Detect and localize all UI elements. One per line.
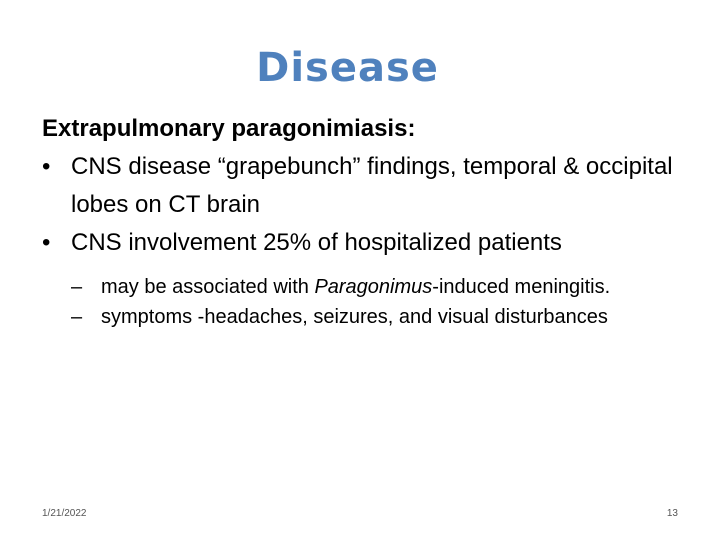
sub-bullet-text-start: may be associated with	[101, 276, 315, 298]
sub-bullet-item	[42, 272, 641, 302]
bullet-item	[42, 148, 702, 224]
sub-bullet-marker: –	[71, 306, 83, 328]
sub-bullet-text: symptoms -headaches, seizures, and visual disturbances	[101, 306, 608, 328]
sub-bullet-item	[42, 302, 641, 332]
bullet-marker: •	[42, 153, 51, 180]
section-heading: Extrapulmonary paragonimiasis:	[42, 115, 416, 142]
sub-bullet-list	[42, 272, 702, 332]
genus-name: Paragonimus	[314, 276, 433, 298]
bullet-item	[42, 224, 702, 262]
bullet-text: CNS disease “grapebunch” findings, temporal & occipital lobes on CT brain	[71, 153, 673, 218]
slide-content	[42, 110, 702, 332]
slide-title: Disease	[256, 45, 439, 91]
page-number: 13	[666, 508, 678, 519]
bullet-list	[42, 148, 702, 262]
sub-bullet-marker: –	[71, 276, 83, 298]
footer-date: 1/21/2022	[42, 508, 87, 519]
bullet-marker: •	[42, 229, 51, 256]
sub-bullet-text-end: -induced meningitis.	[432, 276, 611, 298]
bullet-text: CNS involvement 25% of hospitalized patients	[71, 229, 562, 256]
